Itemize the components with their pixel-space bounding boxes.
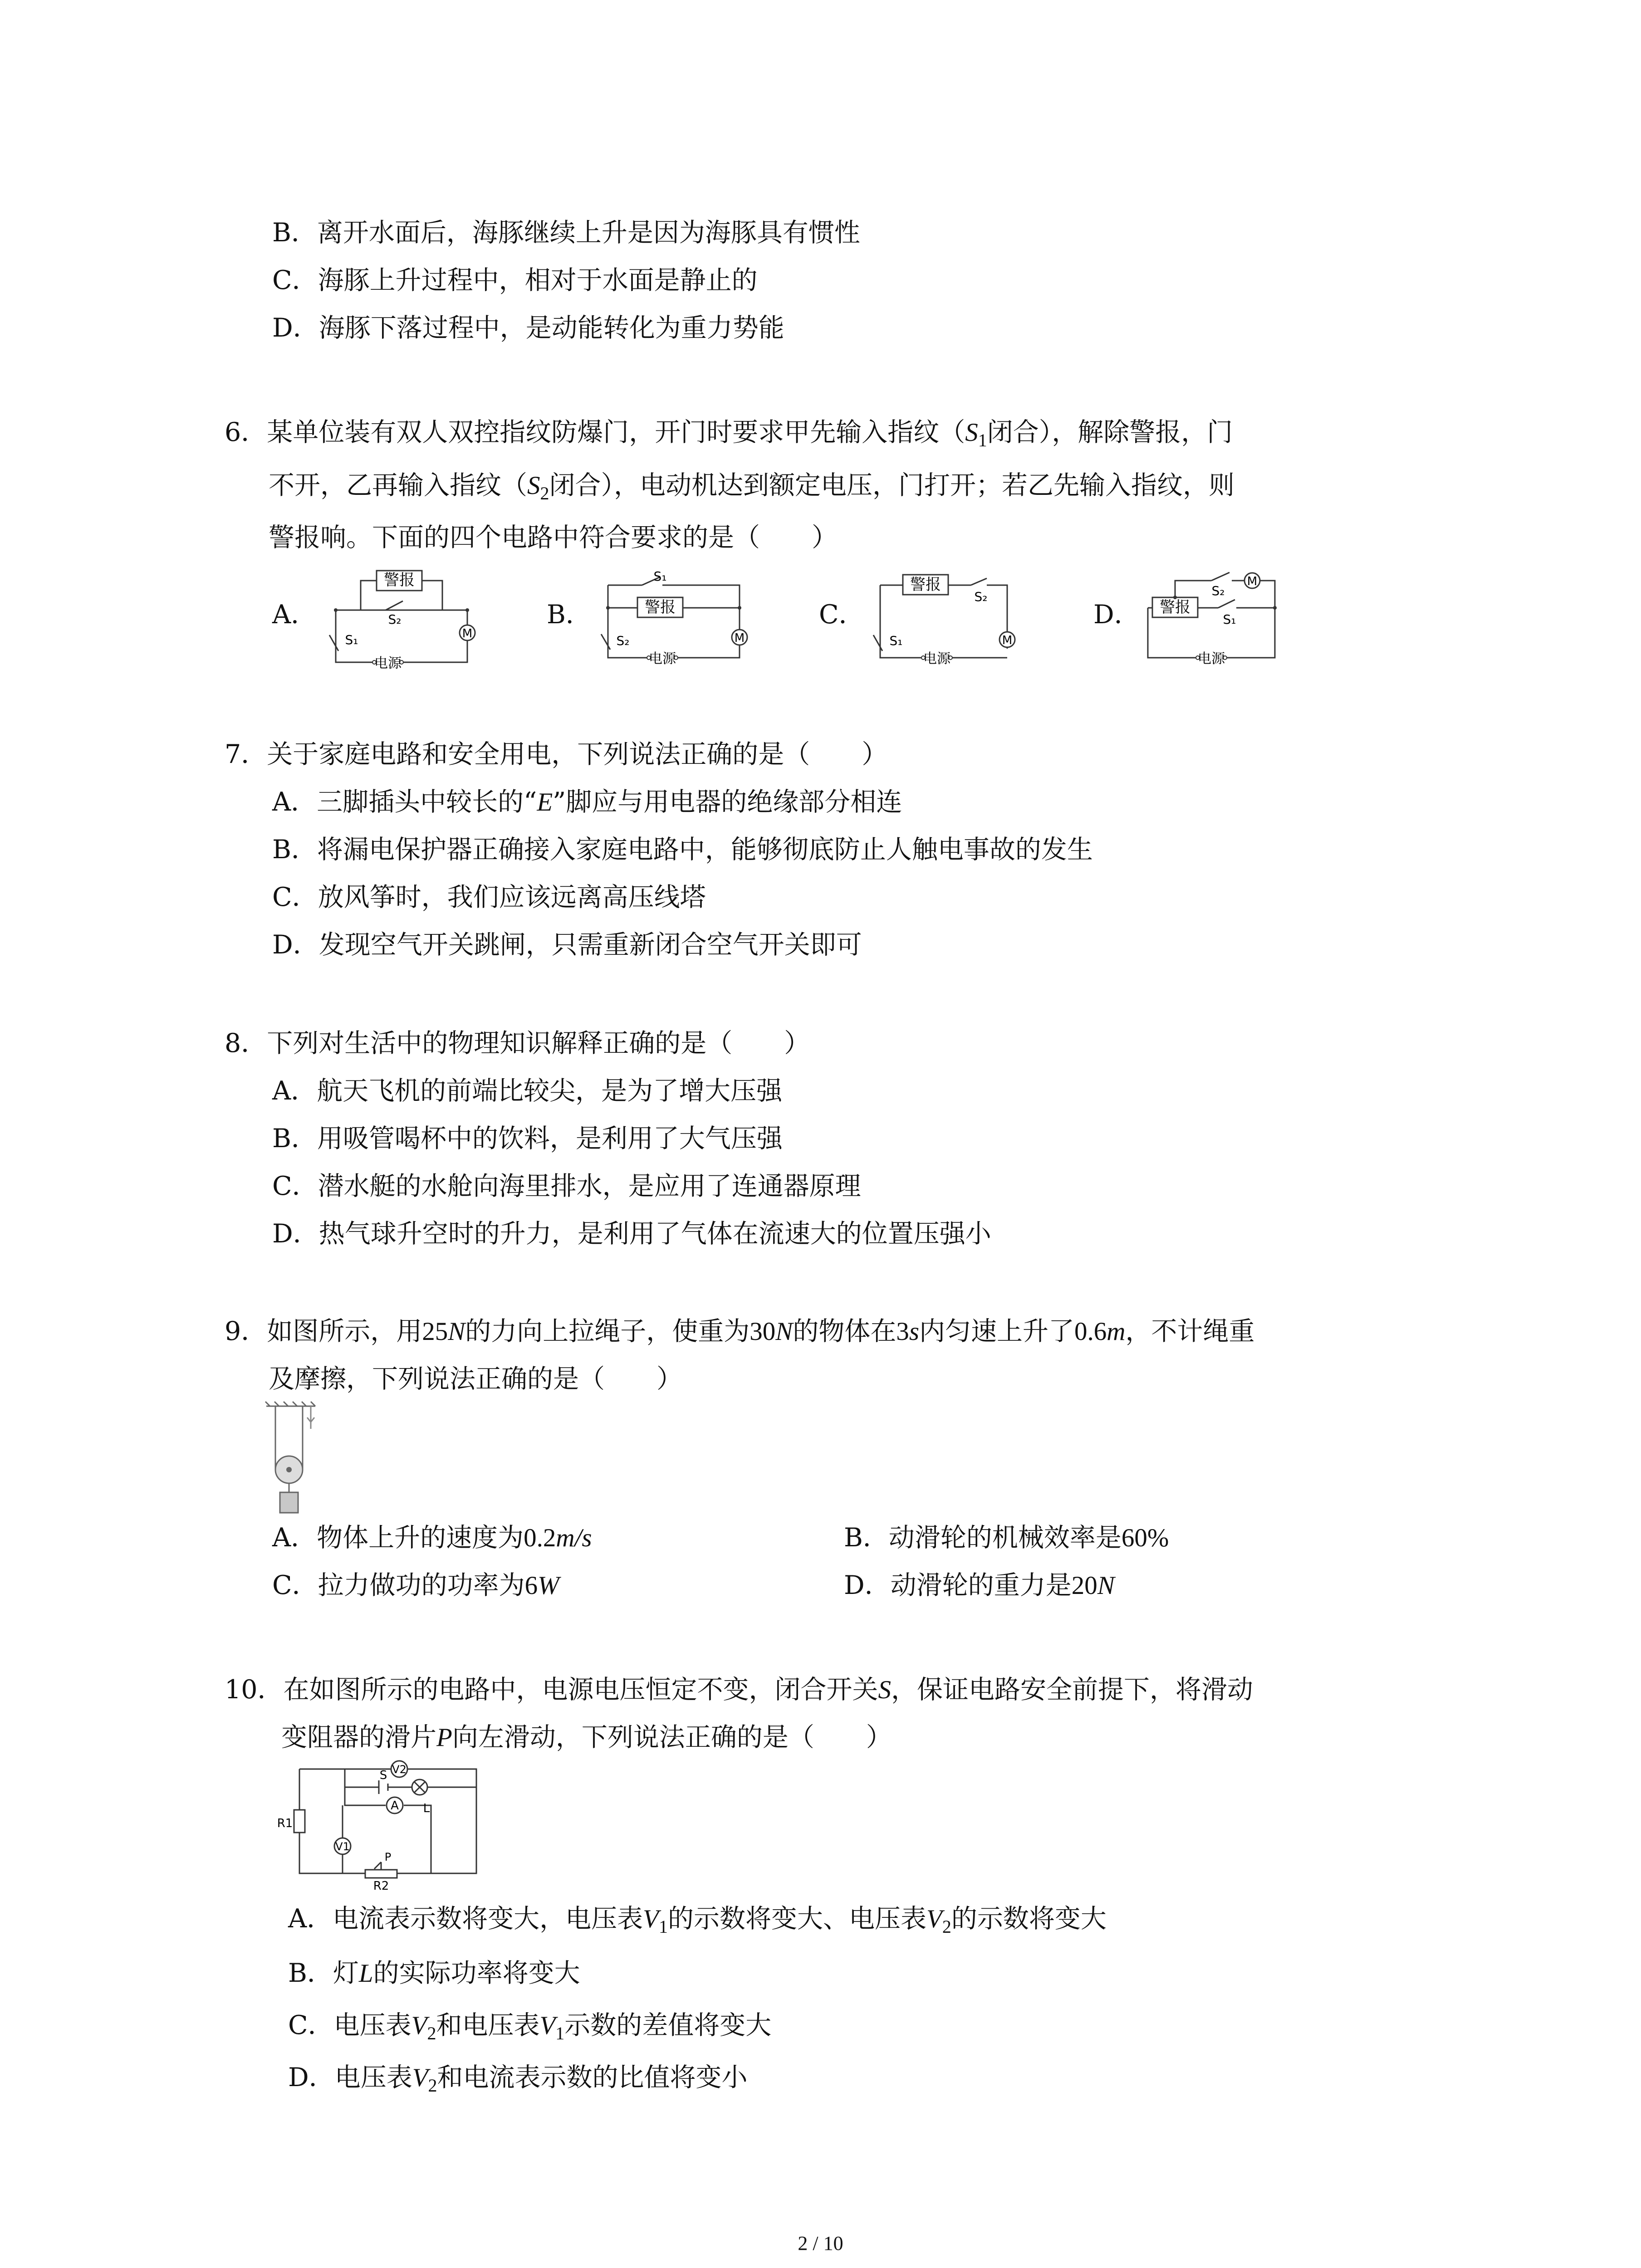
s1-label: S₁ [889, 633, 903, 648]
q5-option-c: C．海豚上升过程中，相对于水面是静止的 [272, 265, 758, 295]
power-label: 电源 [923, 651, 950, 667]
motor-label: M [1002, 634, 1013, 647]
q8-option-b: B．用吸管喝杯中的饮料，是利用了大气压强 [272, 1124, 783, 1154]
q6-option-d-label: D． [1093, 600, 1140, 630]
motor-label: M [462, 627, 473, 640]
s2-label: S₂ [616, 633, 630, 648]
q10-stem-line2: 变阻器的滑片P向左滑动，下列说法正确的是（ ） [281, 1722, 892, 1752]
alarm-label: 警报 [910, 576, 941, 594]
q7-option-c: C．放风筝时，我们应该远离高压线塔 [272, 882, 706, 912]
circuit-diagram-q10 [277, 1760, 485, 1892]
q7-option-d: D．发现空气开关跳闸，只需重新闭合空气开关即可 [272, 930, 862, 960]
q8-option-c: C．潜水艇的水舱向海里排水，是应用了连通器原理 [272, 1171, 861, 1201]
s1-label: S₁ [1223, 612, 1236, 627]
q8-option-a: A．航天飞机的前端比较尖，是为了增大压强 [272, 1076, 783, 1106]
switch-label: S [379, 1769, 387, 1782]
q6-stem-line2: 不开，乙再输入指纹（$S_2$闭合），电动机达到额定电压，门打开；若乙先输入指纹，则 [269, 470, 1234, 503]
power-label: 电源 [374, 655, 402, 671]
alarm-label: 警报 [384, 571, 415, 589]
v1-label: V1 [335, 1840, 350, 1853]
motor-label: M [734, 631, 745, 645]
q8-stem: 8．下列对生活中的物理知识解释正确的是（ ） [225, 1028, 810, 1058]
slider-p-label: P [384, 1851, 392, 1863]
r1-label: R1 [277, 1817, 293, 1830]
s1-label: S₁ [653, 569, 667, 584]
s1-label: S₁ [345, 632, 358, 647]
alarm-label: 警报 [1160, 598, 1190, 616]
s2-label: S₂ [974, 589, 988, 604]
power-label: 电源 [649, 651, 676, 667]
q9-stem-line2: 及摩擦，下列说法正确的是（ ） [269, 1364, 682, 1394]
q10-option-d: D．电压表$V_2$和电流表示数的比值将变小 [288, 2063, 748, 2096]
s2-label: S₂ [388, 612, 402, 627]
q6-stem-line3: 警报响。下面的四个电路中符合要求的是（ ） [269, 523, 838, 552]
q5-option-b: B．离开水面后，海豚继续上升是因为海豚具有惯性 [272, 218, 860, 248]
q6-option-a-label: A． [272, 600, 317, 630]
circuit-diagram-a [318, 567, 485, 676]
pulley-figure [265, 1402, 333, 1520]
s2-label: S₂ [1211, 583, 1225, 598]
alarm-label: 警报 [645, 598, 676, 616]
r2-label: R2 [373, 1879, 389, 1893]
q9-option-b: B．动滑轮的机械效率是60% [844, 1523, 1169, 1553]
circuit-diagram-d [1139, 567, 1311, 676]
q10-option-b: B．灯L的实际功率将变大 [288, 1958, 580, 1988]
q6-option-c-label: C． [819, 600, 865, 630]
q7-stem: 7．关于家庭电路和安全用电，下列说法正确的是（ ） [225, 739, 888, 769]
q10-stem-line1: 10．在如图所示的电路中，电源电压恒定不变，闭合开关S，保证电路安全前提下，将滑动 [225, 1675, 1254, 1705]
circuit-diagram-b [597, 567, 764, 676]
q9-option-a: A．物体上升的速度为0.2m/s [272, 1523, 592, 1553]
q5-option-d: D．海豚下落过程中，是动能转化为重力势能 [272, 313, 784, 343]
ammeter-label: A [391, 1799, 399, 1813]
q10-option-c: C．电压表$V_2$和电压表$V_1$示数的差值将变大 [288, 2010, 772, 2043]
motor-label: M [1247, 575, 1258, 588]
q10-option-a: A．电流表示数将变大，电压表$V_1$的示数将变大、电压表$V_2$的示数将变大 [288, 1904, 1107, 1937]
lamp-label: L [423, 1802, 430, 1815]
circuit-diagram-c [862, 567, 1034, 676]
power-label: 电源 [1198, 651, 1225, 667]
q7-option-a: A．三脚插头中较长的“E”脚应与用电器的绝缘部分相连 [272, 787, 902, 817]
q9-option-c: C．拉力做功的功率为6W [272, 1570, 559, 1600]
q6-option-b-label: B． [547, 600, 592, 630]
v2-label: V2 [392, 1763, 407, 1776]
q7-option-b: B．将漏电保护器正确接入家庭电路中，能够彻底防止人触电事故的发生 [272, 835, 1093, 865]
page-number: 2 / 10 [798, 2232, 843, 2254]
q9-option-d: D．动滑轮的重力是20N [844, 1570, 1115, 1600]
q6-stem-line1: 6．某单位装有双人双控指纹防爆门，开门时要求甲先输入指纹（$S_1$闭合），解除警报，门 [225, 417, 1233, 450]
q8-option-d: D．热气球升空时的升力，是利用了气体在流速大的位置压强小 [272, 1219, 991, 1249]
q9-stem-line1: 9．如图所示，用25N的力向上拉绳子，使重为30N的物体在3s内匀速上升了0.6m，不计绳重 [225, 1316, 1255, 1346]
